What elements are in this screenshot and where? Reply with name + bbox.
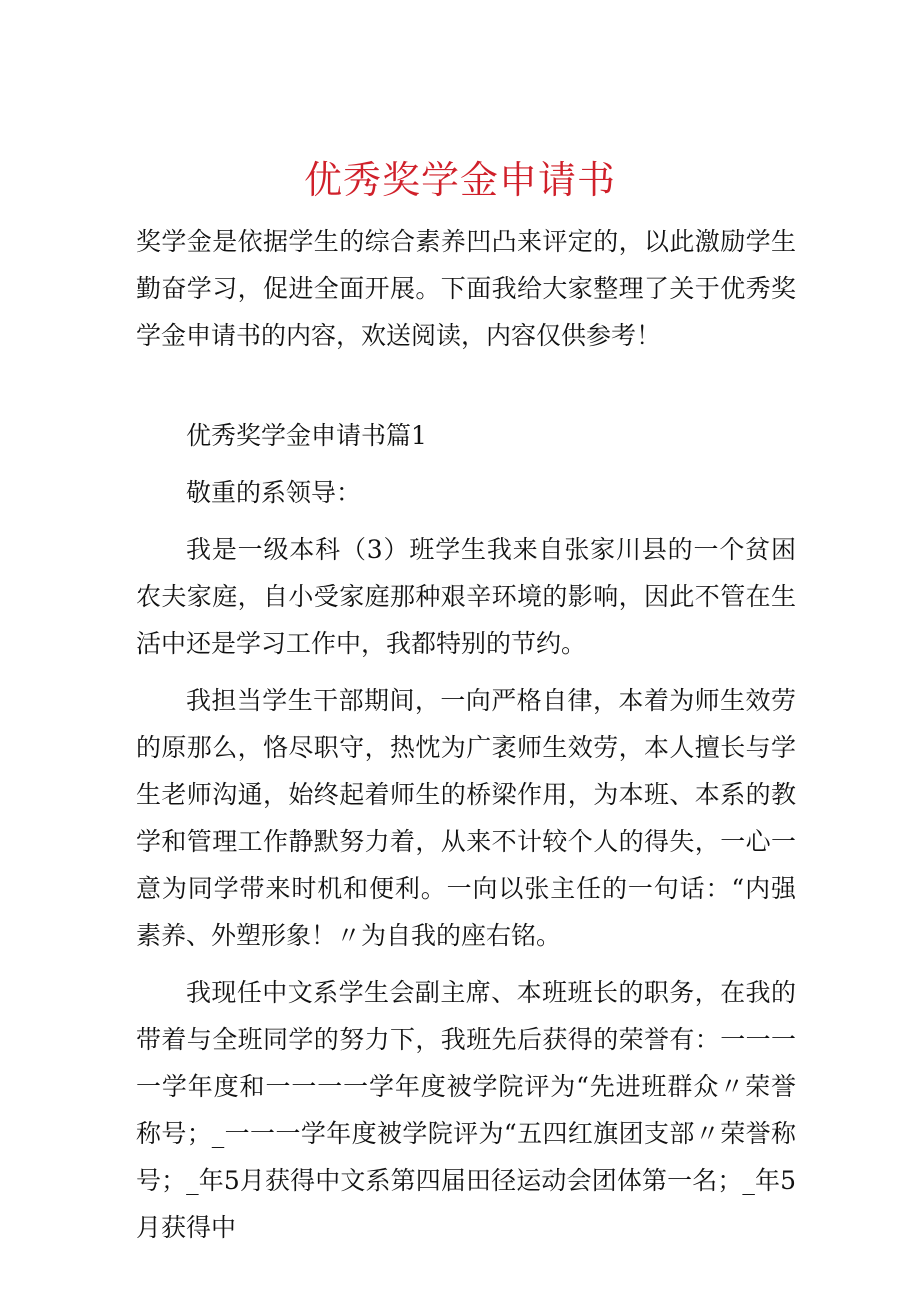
intro-paragraph: 奖学金是依据学生的综合素养凹凸来评定的，以此激励学生勤奋学习，促进全面开展。下面我给大家整理了关于优秀奖学金申请书的内容，欢送阅读，内容仅供参考！ — [136, 227, 796, 350]
body-paragraph-2: 我担当学生干部期间，一向严格自律，本着为师生效劳的原那么，恪尽职守，热忱为广袤师生效劳，本人擅长与学生老师沟通，始终起着师生的桥梁作用，为本班、本系的教学和管理工作静默努力着，从来不计较个人的得失，一心一意为同学带来时机和便利。一向以张主任的一句话：“内强素养、外塑形象！〃为自我的座右铭。 — [136, 686, 796, 950]
section-heading: 优秀奖学金申请书篇1 — [186, 421, 427, 450]
document-body — [136, 412, 796, 1261]
greeting-line: 敬重的系领导： — [186, 478, 362, 507]
body-paragraph-3: 我现任中文系学生会副主席、本班班长的职务，在我的带着与全班同学的努力下，我班先后获得的荣誉有：一一一一学年度和一一一一学年度被学院评为“先进班群众〃荣誉称号；_一一一学年度被学院评为“五四红旗团支部〃荣誉称号；_年5月获得中文系第四届田径运动会团体第一名；_年5月获得中 — [136, 978, 796, 1242]
body-paragraph-1: 我是一级本科（3）班学生我来自张家川县的一个贫困农夫家庭，自小受家庭那种艰辛环境的影响，因此不管在生活中还是学习工作中，我都特别的节约。 — [136, 535, 796, 658]
document-title: 优秀奖学金申请书 — [303, 158, 616, 202]
